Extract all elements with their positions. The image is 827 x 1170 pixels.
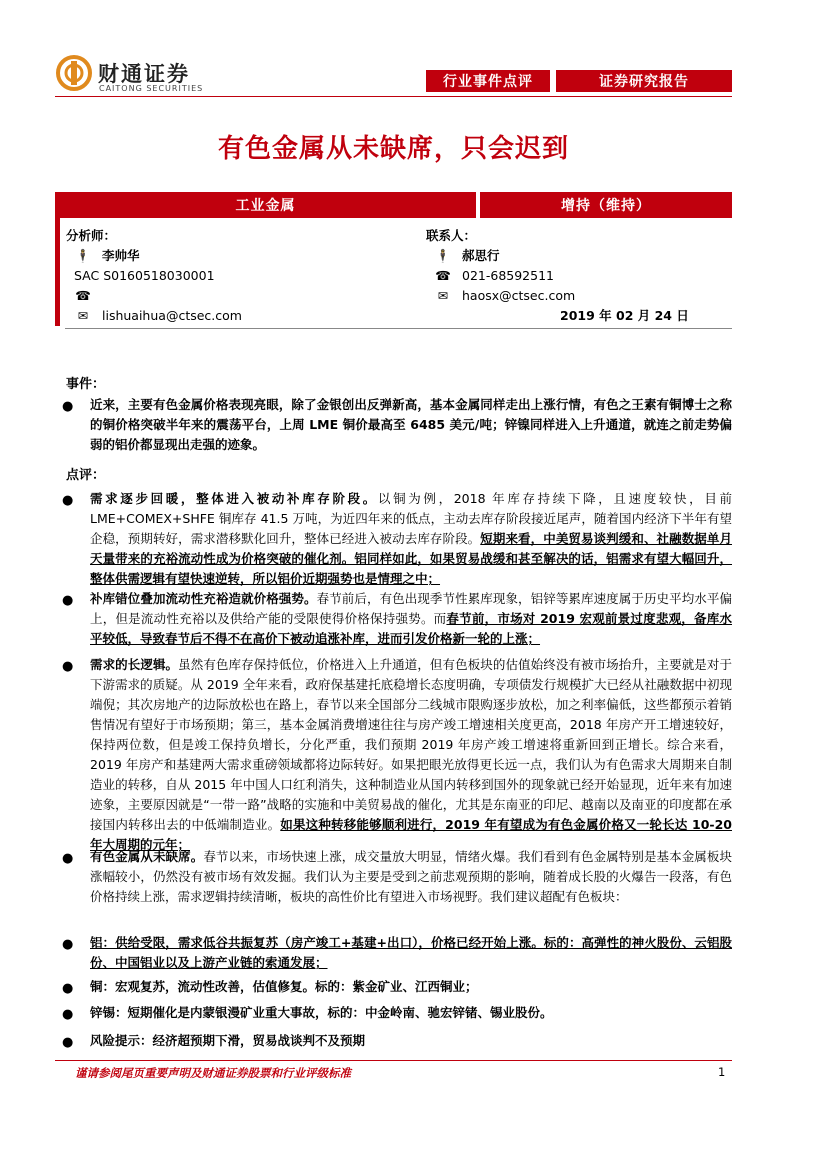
info-accent-bar bbox=[55, 218, 60, 326]
bullet-7-text: 锌锡：短期催化是内蒙银漫矿业重大事故，标的：中金岭南、驰宏锌锗、锡业股份。 bbox=[90, 1005, 553, 1020]
bullet-2-body: 春节前后，有色出现季节性累库现象，铝锌等累库速度属于历史平均水平偏上，但是流动性充裕以及供给产能的受限使得价格保持强势。而 bbox=[90, 591, 732, 626]
bullet-dot-icon: ● bbox=[62, 659, 74, 674]
contact-email[interactable]: haosx@ctsec.com bbox=[462, 288, 576, 303]
page-title: 有色金属从未缺席，只会迟到 bbox=[217, 134, 569, 164]
comment-bullet-6 bbox=[62, 977, 732, 997]
event-bullet bbox=[62, 395, 732, 455]
bullet-4-body: 春节以来，市场快速上涨，成交量放大明显，情绪火爆。我们看到有色金属特别是基本金属板块涨幅较小，仍然没有被市场有效发掘。我们认为主要是受到之前悲观预期的影响，随着成长股的火爆告一段落，有色价格持续上涨，需求逻辑持续清晰，板块的高性价比有望进入市场视野。我们建议超配有色板块： bbox=[90, 849, 732, 904]
bullet-dot-icon: ● bbox=[62, 937, 74, 952]
event-text: 近来，主要有色金属价格表现亮眼，除了金银创出反弹新高，基本金属同样走出上涨行情，有色之王素有铜博士之称的铜价格突破半年来的震荡平台，上周 LME 铜价最高至 6485 美元/吨；锌镍同样进入上升通道，就连之前走势偏弱的铝价都显现出走强的迹象。 bbox=[90, 397, 732, 452]
logo-mark-icon bbox=[56, 55, 92, 91]
bullet-1-head: 需求逐步回暖，整体进入被动补库存阶段。 bbox=[90, 491, 378, 506]
header-rule bbox=[55, 96, 732, 97]
logo-english: CAITONG SECURITIES bbox=[99, 84, 204, 93]
person-icon: 🕴 bbox=[435, 248, 451, 263]
report-date: 2019 年 02 月 24 日 bbox=[560, 308, 689, 323]
info-divider bbox=[65, 328, 732, 329]
comment-label: 点评： bbox=[66, 468, 106, 483]
rating-band: 增持（维持） bbox=[480, 192, 732, 218]
comment-bullet-7 bbox=[62, 1003, 732, 1023]
bullet-6-text: 铜：宏观复苏，流动性改善，估值修复。标的：紫金矿业、江西铜业； bbox=[90, 979, 478, 994]
bullet-8-text: 风险提示：经济超预期下滑，贸易战谈判不及预期 bbox=[90, 1033, 366, 1048]
page-number: 1 bbox=[718, 1065, 726, 1079]
comment-bullet-1 bbox=[62, 489, 732, 589]
phone-icon: ☎ bbox=[435, 268, 451, 283]
event-label: 事件： bbox=[66, 377, 106, 392]
doc-type-tab: 行业事件点评 bbox=[426, 70, 550, 92]
bullet-3-head: 需求的长逻辑。 bbox=[90, 657, 179, 672]
bullet-dot-icon: ● bbox=[62, 1035, 74, 1050]
contact-label: 联系人： bbox=[426, 228, 477, 243]
contact-block bbox=[426, 226, 575, 306]
comment-bullet-5 bbox=[62, 933, 732, 973]
bullet-dot-icon: ● bbox=[62, 1007, 74, 1022]
comment-bullet-2 bbox=[62, 589, 732, 649]
bullet-3-tail: 如果这种转移能够顺利进行，2019 年有望成为有色金属价格又一轮长达 10-20 年大周期的元年； bbox=[90, 817, 732, 852]
contact-name: 郝思行 bbox=[462, 248, 500, 263]
bullet-1-body: 以铜为例，2018 年库存持续下降，且速度较快，目前 LME+COMEX+SHFE 铜库存 41.5 万吨，为近四年来的低点，主动去库存阶段接近尾声，随着国内经济下半年有望企稳，预期转好，需求潜移默化回升，整体已经进入被动去库存阶段。 bbox=[90, 491, 732, 546]
comment-bullet-3 bbox=[62, 655, 732, 855]
bullet-3-body: 虽然有色库存保持低位，价格进入上升通道，但有色板块的估值始终没有被市场抬升，主要就是对于下游需求的质疑。从 2019 全年来看，政府保基建托底稳增长态度明确，专项债发行规模扩大已经从社融数据中初现端倪；其次房地产的边际放松也在路上，春节以来全国部分二线城市限购逐步放松，加之利率偏低，这些都预示着销售情况有望好于市场预期；第三，基本金属消费增速往往与房产竣工增速相关度更高，2018 年房产开工增速较好，保持两位数，但是竣工保持负增长，分化严重，我们预期 2019 年房产竣工增速将重新回到正增长。综合来看，2019 年房产和基建两大需求重磅领域都将边际转好。如果把眼光放得更长远一点，我们认为有色需求大周期来自制造业的转移，自从 2015 年中国人口红利消失，这种制造业从国内转移到国外的现象就已经开始显现，近年来有加速迹象，主要原因就是“一带一路”战略的实施和中美贸易战的催化，尤其是东南亚的印尼、越南以及南亚的印度都在承接国内转移出去的中低端制造业。 bbox=[90, 657, 732, 832]
phone-icon: ☎ bbox=[75, 288, 91, 303]
footer-rule bbox=[55, 1060, 732, 1061]
bullet-2-tail: 春节前，市场对 2019 宏观前景过度悲观，备库水平较低，导致春节后不得不在高价下被动追涨补库，进而引发价格新一轮的上涨； bbox=[90, 611, 732, 646]
analyst-name: 李帅华 bbox=[102, 248, 140, 263]
mail-icon: ✉ bbox=[77, 308, 89, 323]
bullet-dot-icon: ● bbox=[62, 399, 74, 414]
person-icon: 🕴 bbox=[75, 248, 91, 263]
bullet-1-tail: 短期来看，中美贸易谈判缓和、社融数据单月天量带来的充裕流动性成为价格突破的催化剂。铝同样如此，如果贸易战缓和甚至解决的话，铝需求有望大幅回升，整体供需逻辑有望快速逆转，所以铝价近期强势也是情理之中； bbox=[90, 531, 732, 586]
analyst-label: 分析师： bbox=[66, 228, 117, 243]
mail-icon: ✉ bbox=[437, 288, 449, 303]
bullet-dot-icon: ● bbox=[62, 981, 74, 996]
bullet-dot-icon: ● bbox=[62, 851, 74, 866]
bullet-2-head: 补库错位叠加流动性充裕造就价格强势。 bbox=[90, 591, 317, 606]
analyst-sac: SAC S0160518030001 bbox=[74, 268, 215, 283]
comment-bullet-8 bbox=[62, 1031, 732, 1051]
logo-name: 财通证券 bbox=[98, 61, 190, 86]
bullet-5-text: 铝：供给受限，需求低谷共振复苏（房产竣工+基建+出口），价格已经开始上涨。标的：高弹性的神火股份、云铝股份、中国铝业以及上游产业链的索通发展； bbox=[90, 935, 732, 970]
report-type-tab: 证券研究报告 bbox=[556, 70, 732, 92]
industry-band: 工业金属 bbox=[55, 192, 476, 218]
analyst-block bbox=[66, 226, 242, 326]
bullet-dot-icon: ● bbox=[62, 493, 74, 508]
analyst-email[interactable]: lishuaihua@ctsec.com bbox=[102, 308, 242, 323]
bullet-4-head: 有色金属从未缺席。 bbox=[90, 849, 204, 864]
footer-disclaimer: 谨请参阅尾页重要声明及财通证券股票和行业评级标准 bbox=[75, 1066, 351, 1080]
comment-bullet-4 bbox=[62, 847, 732, 907]
contact-phone: 021-68592511 bbox=[462, 268, 554, 283]
bullet-dot-icon: ● bbox=[62, 593, 74, 608]
